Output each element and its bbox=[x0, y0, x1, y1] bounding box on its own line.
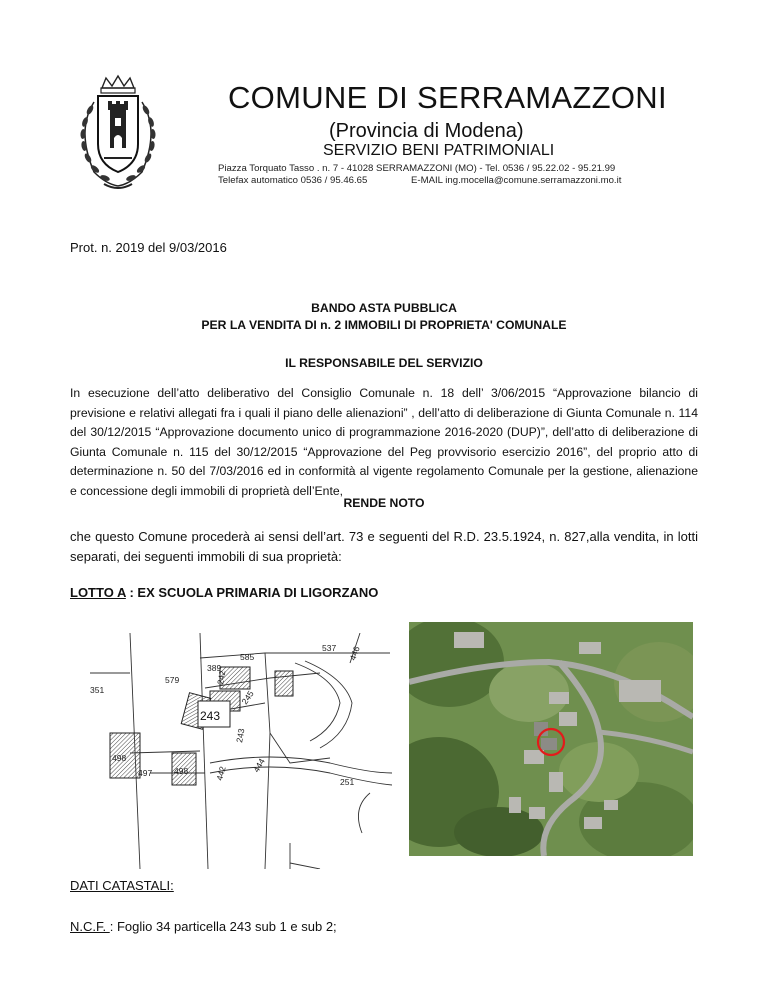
service-name: SERVIZIO BENI PATRIMONIALI bbox=[323, 142, 555, 159]
header-fax: Telefax automatico 0536 / 95.46.65 bbox=[218, 175, 368, 186]
map-label: 446 bbox=[347, 644, 362, 662]
map-label: 444 bbox=[251, 756, 267, 774]
dati-catastali-heading: DATI CATASTALI: bbox=[70, 878, 174, 893]
bando-heading-line1: BANDO ASTA PUBBLICA bbox=[311, 301, 457, 315]
page-title: COMUNE DI SERRAMAZZONI bbox=[228, 80, 667, 115]
map-label: 251 bbox=[340, 777, 355, 787]
rende-noto-heading: RENDE NOTO bbox=[343, 496, 425, 510]
map-label: 579 bbox=[165, 675, 180, 685]
ncf-text: : Foglio 34 particella 243 sub 1 e sub 2; bbox=[109, 919, 337, 934]
map-label: 498 bbox=[112, 753, 127, 763]
map-label: 243 bbox=[200, 709, 221, 723]
province-subtitle: (Provincia di Modena) bbox=[329, 120, 524, 142]
map-label: 498 bbox=[174, 766, 189, 776]
header-address: Piazza Torquato Tasso . n. 7 - 41028 SERRAMAZZONI (MO) - Tel. 0536 / 95.22.02 - 95.21.99 bbox=[218, 163, 616, 174]
ncf-line bbox=[70, 919, 337, 934]
map-label: 242 bbox=[215, 669, 228, 686]
aerial-photo bbox=[409, 622, 693, 856]
map-label: 585 bbox=[240, 652, 255, 662]
map-label: 537 bbox=[322, 643, 337, 653]
map-label: 245 bbox=[239, 688, 256, 707]
header-contacts bbox=[218, 175, 622, 186]
responsabile-heading: IL RESPONSABILE DEL SERVIZIO bbox=[285, 356, 483, 370]
cadastral-map bbox=[90, 633, 392, 869]
lotto-label: LOTTO A bbox=[70, 585, 126, 600]
protocol-number: Prot. n. 2019 del 9/03/2016 bbox=[70, 240, 227, 255]
comune-crest-logo bbox=[64, 74, 172, 194]
esecuzione-paragraph: In esecuzione dell’atto deliberativo del Consiglio Comunale n. 18 dell’ 3/06/2015 “Approvazione bilancio di previsione e relativi allegati fra i quali il piano delle alienazioni” , dell’atto di deliberazione di Giunta Comunale n. 114 del 30/12/2015 “Approvazione documento unico di programmazione 2016-2020 (DUP)”, dell’atto di deliberazione di Giunta Comunale n. 115 del 30/12/2015 “Approvazione del Peg provvisorio esercizio 2016”, del proprio atto di determinazione n. 50 del 7/03/2016 ed in conformità al vigente regolamento Comunale per la gestione, alienazione e concessione degli immobili di proprietà dell’Ente, bbox=[70, 386, 698, 498]
map-label: 389 bbox=[207, 663, 222, 673]
map-label: 497 bbox=[138, 768, 153, 778]
ncf-label: N.C.F. bbox=[70, 919, 110, 934]
bando-heading-line2: PER LA VENDITA DI n. 2 IMMOBILI DI PROPRIETA' COMUNALE bbox=[201, 318, 567, 332]
procedera-paragraph: che questo Comune procederà ai sensi dell’art. 73 e seguenti del R.D. 23.5.1924, n. 827,alla vendita, in lotti separati, dei seguenti immobili di sua proprietà: bbox=[70, 529, 698, 564]
lotto-title: : EX SCUOLA PRIMARIA DI LIGORZANO bbox=[125, 585, 379, 600]
map-label: 351 bbox=[90, 685, 105, 695]
lotto-heading bbox=[70, 585, 378, 600]
header-email: E-MAIL ing.mocella@comune.serramazzoni.mo.it bbox=[411, 175, 622, 186]
map-label: 243 bbox=[234, 727, 247, 744]
map-label: 442 bbox=[214, 765, 228, 782]
